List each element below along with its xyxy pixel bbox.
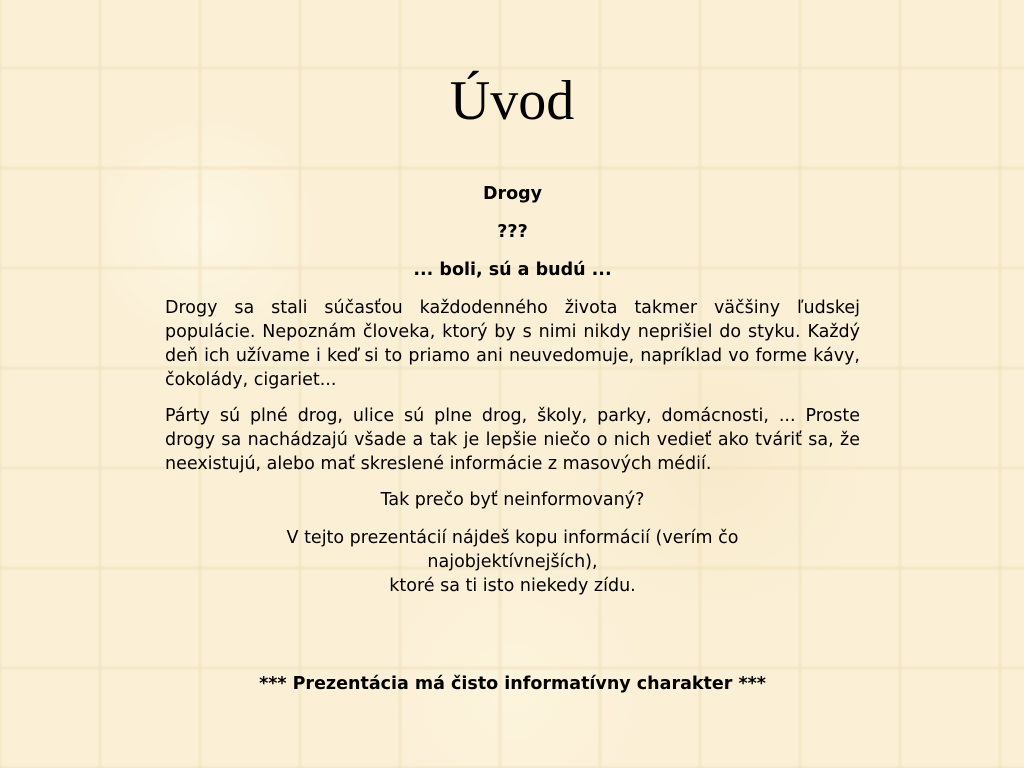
tagline: ... boli, sú a budú ...	[413, 260, 612, 280]
presentation-info	[165, 526, 860, 598]
slide-title: Úvod	[449, 70, 575, 132]
slide-content	[165, 182, 860, 612]
presentation-info-line-2: najobjektívnejších),	[427, 552, 598, 572]
why-uninformed-question: Tak prečo byť neinformovaný?	[380, 490, 645, 510]
party-paragraph: Párty sú plné drog, ulice sú plne drog, školy, parky, domácnosti, ... Proste drogy sa nachádzajú všade a tak je lepšie niečo o nich vedieť ako tváriť sa, že neexistujú, alebo mať skreslené informácie z masových médií.	[165, 406, 860, 474]
presentation-info-line-1: V tejto prezentácií nájdeš kopu informácií (verím čo	[286, 528, 739, 548]
presentation-info-line-3: ktoré sa ti isto niekedy zídu.	[389, 576, 636, 596]
heading-drogy: Drogy	[482, 184, 543, 204]
intro-paragraph: Drogy sa stali súčasťou každodenného života takmer väčšiny ľudskej populácie. Nepoznám človeka, ktorý by s nimi nikdy neprišiel do styku. Každý deň ich užívame i keď si to priamo ani neuvedomuje, napríklad vo forme kávy, čokolády, cigariet...	[165, 298, 860, 390]
question-marks: ???	[497, 222, 528, 242]
disclaimer: *** Prezentácia má čisto informatívny charakter ***	[259, 674, 766, 694]
